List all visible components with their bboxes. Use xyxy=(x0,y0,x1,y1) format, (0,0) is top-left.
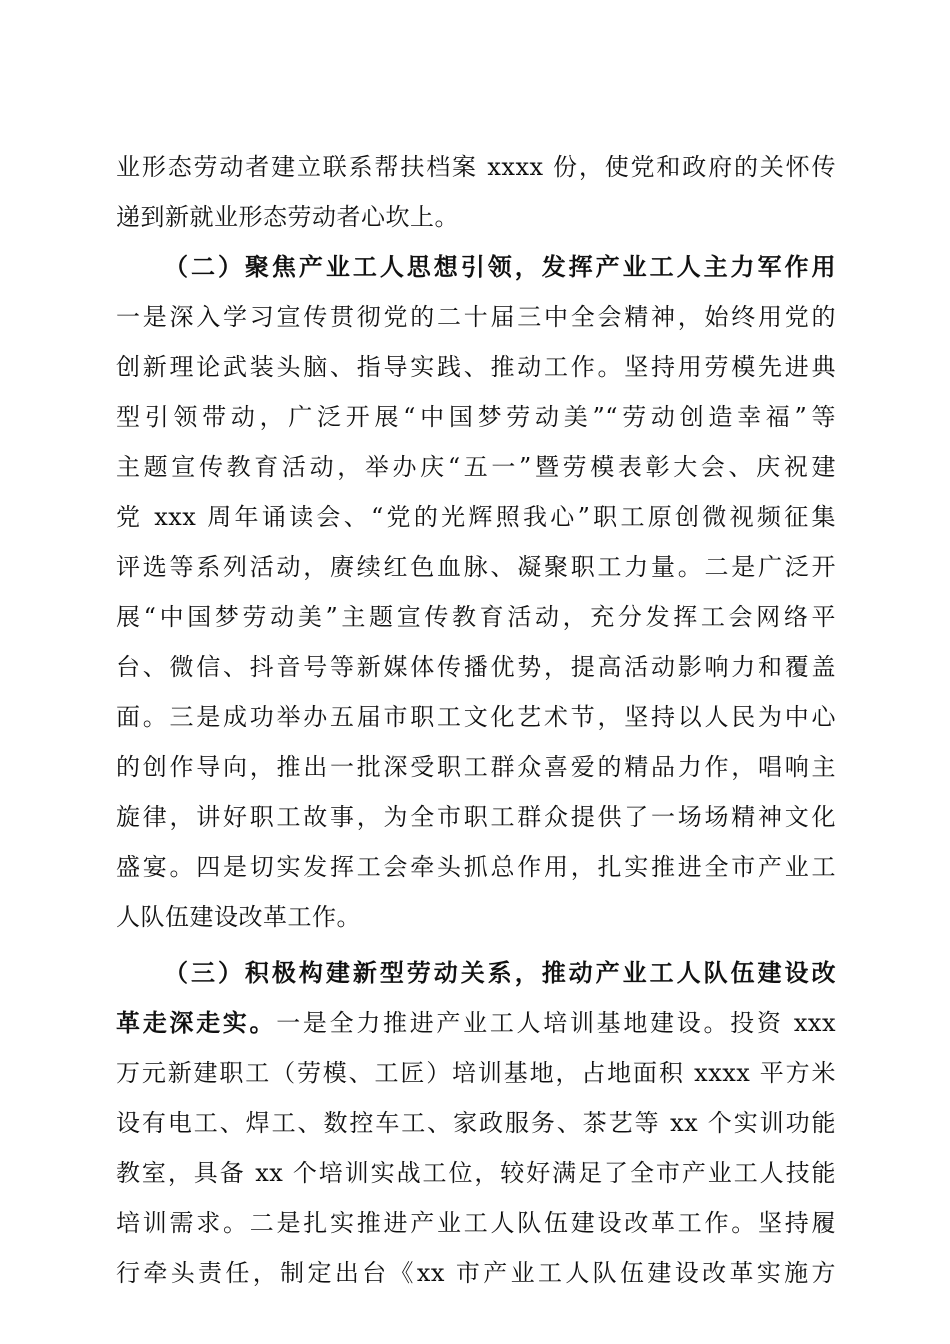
paragraph-line: 业形态劳动者建立联系帮扶档案 xxxx 份，使党和政府的关怀传 xyxy=(116,153,836,181)
section-heading-3: （三）积极构建新型劳动关系，推动产业工人队伍建设改 xyxy=(164,958,836,987)
paragraph-line: 型引领带动，广泛开展“中国梦劳动美”“劳动创造幸福”等 xyxy=(116,403,836,431)
paragraph-line: 面。三是成功举办五届市职工文化艺术节，坚持以人民为中心 xyxy=(116,703,836,731)
paragraph-line: 盛宴。四是切实发挥工会牵头抓总作用，扎实推进全市产业工 xyxy=(116,853,836,881)
document-page xyxy=(116,142,836,1298)
paragraph-line: 教室，具备 xx 个培训实战工位，较好满足了全市产业工人技能 xyxy=(116,1159,836,1187)
paragraph-line: 的创作导向，推出一批深受职工群众喜爱的精品力作，唱响主 xyxy=(116,753,836,781)
paragraph-line: 万元新建职工（劳模、工匠）培训基地，占地面积 xxxx 平方米 xyxy=(116,1059,836,1087)
paragraph-line: 党 xxx 周年诵读会、“党的光辉照我心”职工原创微视频征集 xyxy=(116,503,836,531)
paragraph-line: 台、微信、抖音号等新媒体传播优势，提高活动影响力和覆盖 xyxy=(116,653,836,681)
paragraph-line: 评选等系列活动，赓续红色血脉、凝聚职工力量。二是广泛开 xyxy=(116,553,836,581)
paragraph-line: 人队伍建设改革工作。 xyxy=(116,903,361,931)
paragraph-line-mixed xyxy=(116,998,836,1048)
paragraph-line: 主题宣传教育活动，举办庆“五一”暨劳模表彰大会、庆祝建 xyxy=(116,453,836,481)
paragraph-line: 设有电工、焊工、数控车工、家政服务、茶艺等 xx 个实训功能 xyxy=(116,1109,836,1137)
paragraph-line: 一是深入学习宣传贯彻党的二十届三中全会精神，始终用党的 xyxy=(116,303,836,331)
paragraph-text: 一是全力推进产业工人培训基地建设。投资 xxx xyxy=(276,1009,836,1037)
paragraph-line: 旋律，讲好职工故事，为全市职工群众提供了一场场精神文化 xyxy=(116,803,836,831)
section-heading-3-tail: 革走深走实。 xyxy=(116,1008,277,1037)
paragraph-line: 展“中国梦劳动美”主题宣传教育活动，充分发挥工会网络平 xyxy=(116,603,836,631)
paragraph-line: 行牵头责任，制定出台《xx 市产业工人队伍建设改革实施方 xyxy=(116,1259,836,1287)
section-heading-2: （二）聚焦产业工人思想引领，发挥产业工人主力军作用 xyxy=(164,252,836,281)
paragraph-line: 递到新就业形态劳动者心坎上。 xyxy=(116,203,459,231)
paragraph-line: 培训需求。二是扎实推进产业工人队伍建设改革工作。坚持履 xyxy=(116,1209,836,1237)
paragraph-line: 创新理论武装头脑、指导实践、推动工作。坚持用劳模先进典 xyxy=(116,353,836,381)
